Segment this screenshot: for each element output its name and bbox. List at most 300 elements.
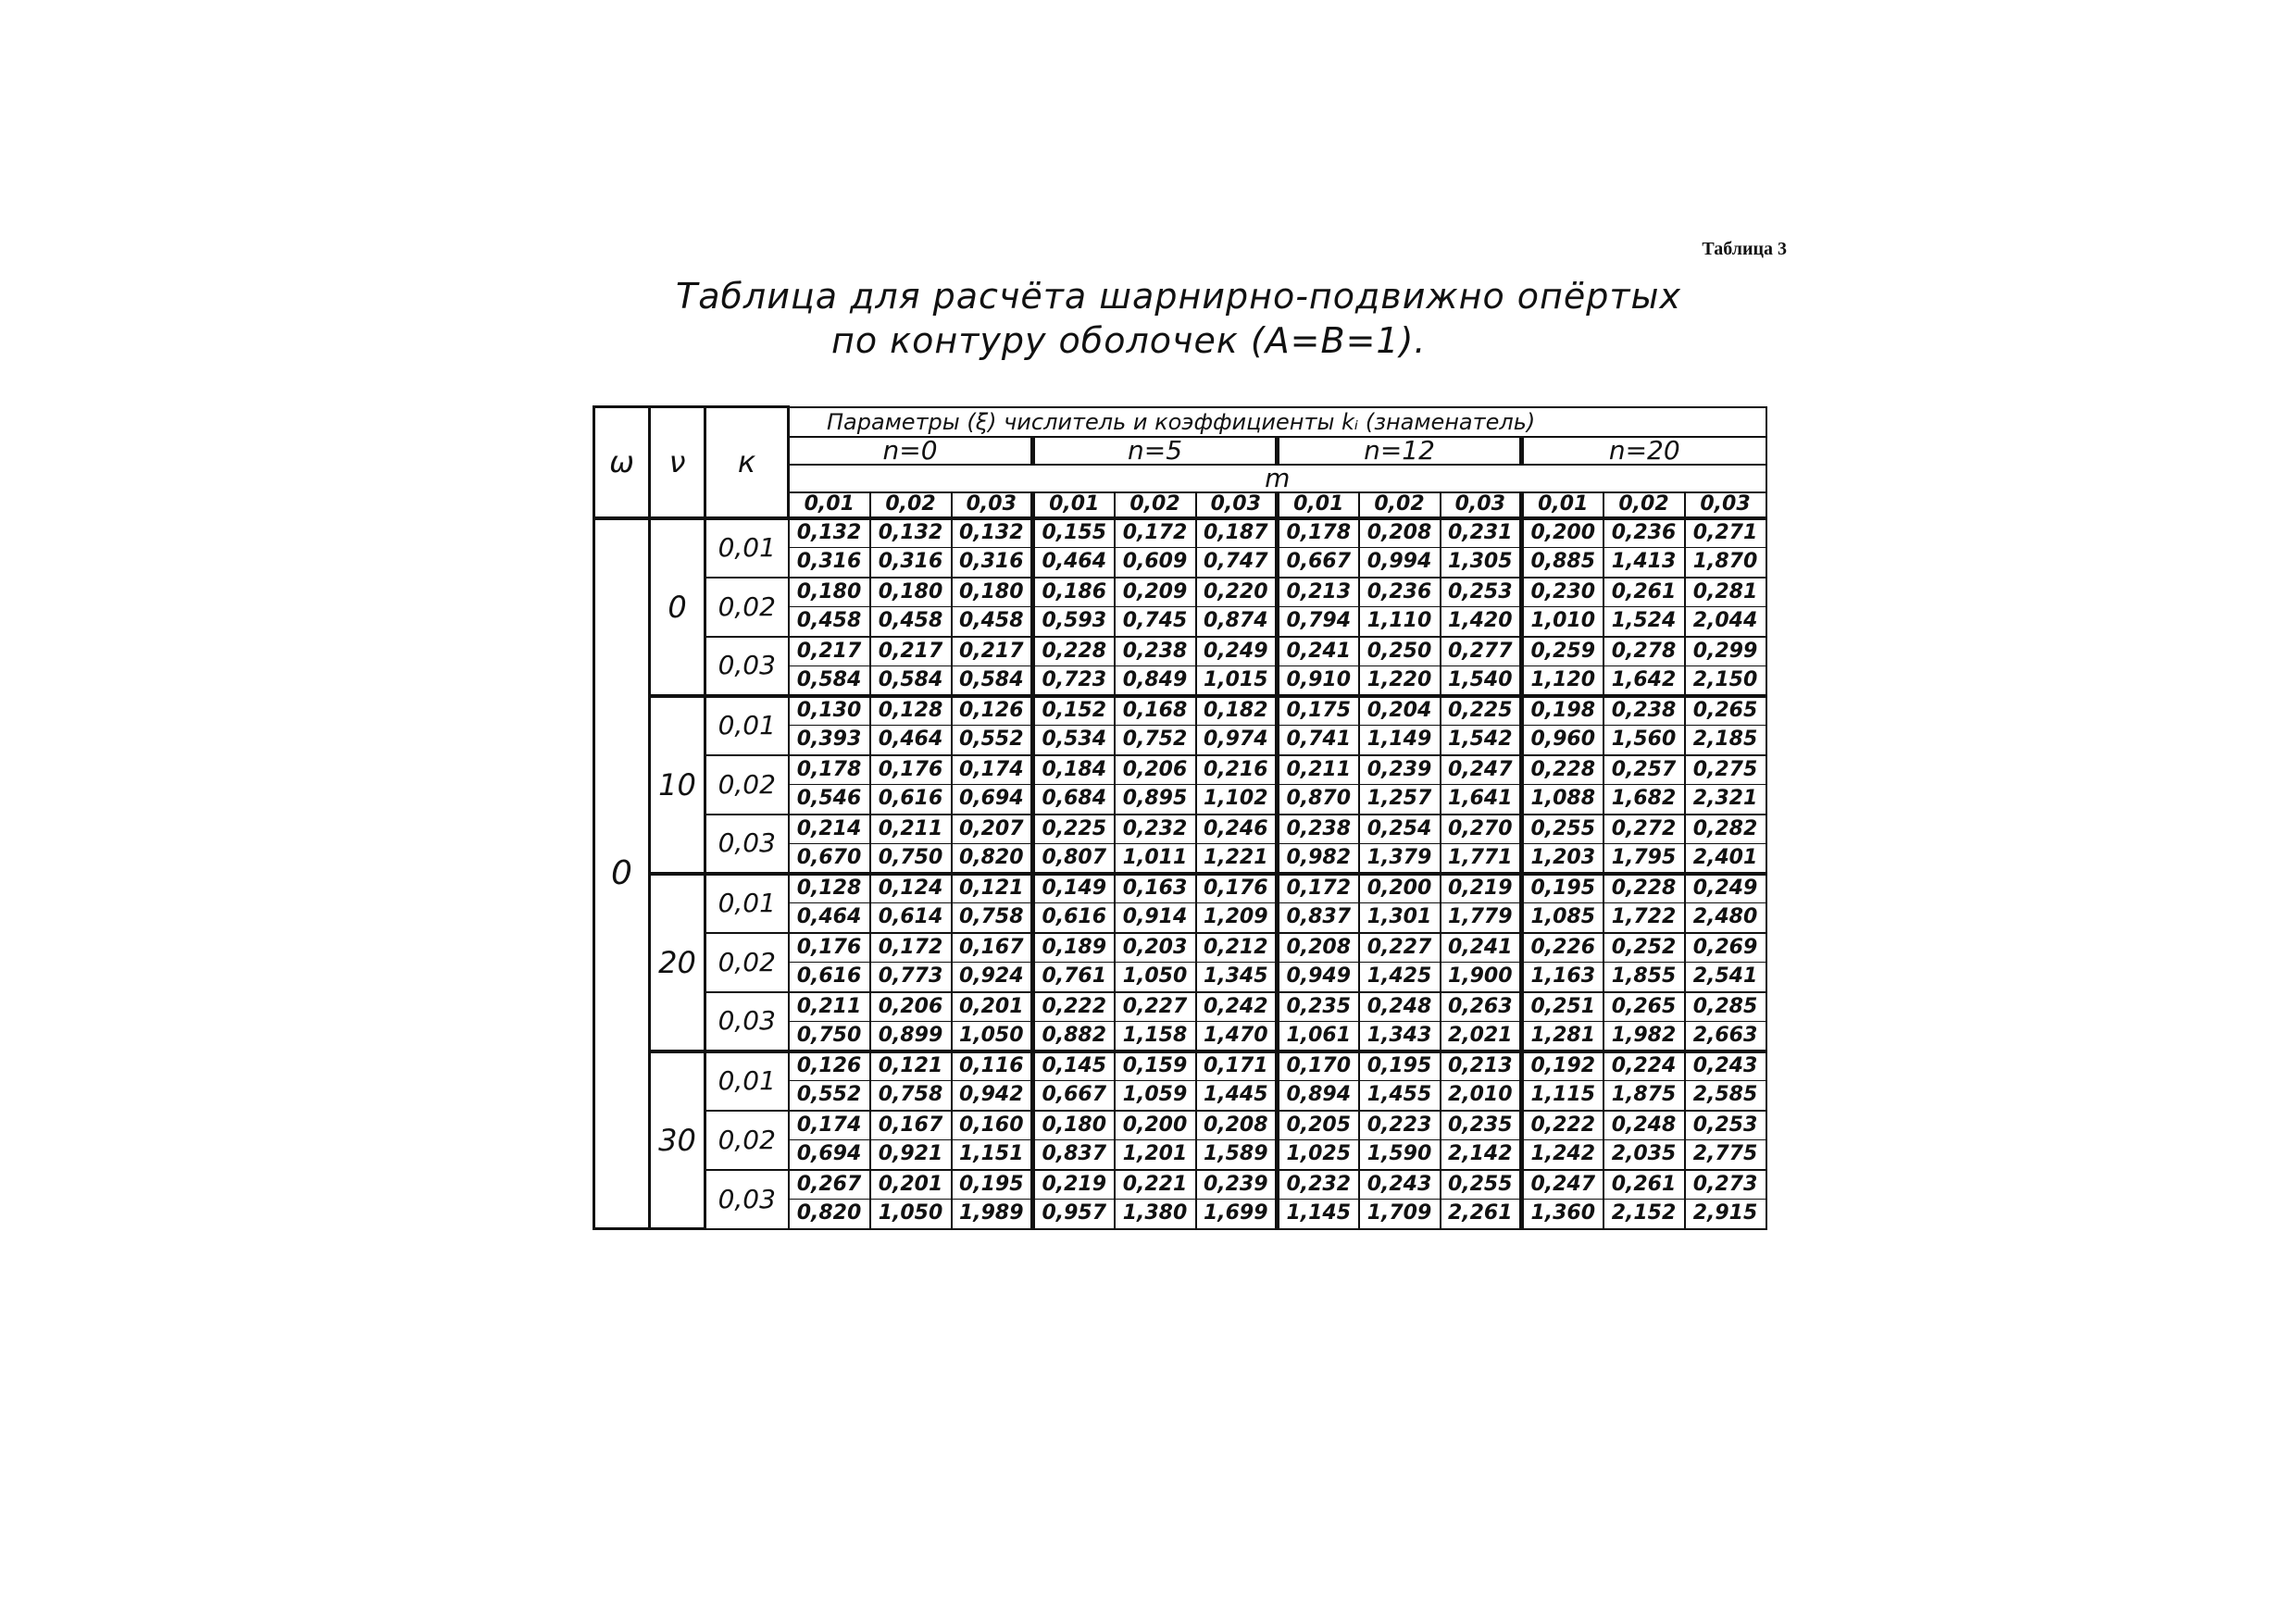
parameter-xi-cell: 0,211 (789, 992, 870, 1022)
coefficient-k-cell: 0,458 (952, 607, 1033, 637)
parameter-xi-cell: 0,231 (1441, 518, 1522, 548)
k-value: 0,02 (705, 755, 789, 815)
parameter-xi-cell: 0,267 (789, 1170, 870, 1200)
header-m-value: 0,01 (789, 492, 870, 518)
parameter-xi-cell: 0,211 (1278, 755, 1359, 785)
parameter-xi-cell: 0,238 (1278, 815, 1359, 844)
nu-value: 20 (650, 874, 705, 1051)
coefficient-k-cell: 1,699 (1196, 1200, 1278, 1229)
coefficient-k-cell: 1,242 (1522, 1140, 1603, 1170)
parameter-xi-cell: 0,271 (1685, 518, 1766, 548)
coefficient-k-cell: 2,261 (1441, 1200, 1522, 1229)
coefficient-k-cell: 2,142 (1441, 1140, 1522, 1170)
coefficient-k-cell: 1,420 (1441, 607, 1522, 637)
coefficient-k-cell: 0,942 (952, 1081, 1033, 1111)
coefficient-k-cell: 0,957 (1033, 1200, 1115, 1229)
coefficient-k-cell: 1,682 (1603, 785, 1685, 815)
parameter-xi-cell: 0,180 (789, 578, 870, 607)
header-omega: ω (594, 407, 650, 518)
parameter-xi-cell: 0,132 (870, 518, 952, 548)
coefficient-k-cell: 2,044 (1685, 607, 1766, 637)
header-parameters: Параметры (ξ) числитель и коэффициенты kᵢ (знаменатель) (789, 407, 1766, 437)
parameter-xi-cell: 0,247 (1522, 1170, 1603, 1200)
coefficient-k-cell: 1,524 (1603, 607, 1685, 637)
k-value: 0,01 (705, 1051, 789, 1111)
coefficient-k-cell: 0,464 (789, 903, 870, 933)
table-row-numerator (594, 1051, 1766, 1081)
parameter-xi-cell: 0,172 (1115, 518, 1196, 548)
parameter-xi-cell: 0,235 (1278, 992, 1359, 1022)
coefficient-k-cell: 1,779 (1441, 903, 1522, 933)
coefficient-k-cell: 2,915 (1685, 1200, 1766, 1229)
header-m-value: 0,02 (1603, 492, 1685, 518)
header-m-value: 0,02 (1359, 492, 1441, 518)
coefficient-k-cell: 2,010 (1441, 1081, 1522, 1111)
coefficient-k-cell: 0,870 (1278, 785, 1359, 815)
parameter-xi-cell: 0,230 (1522, 578, 1603, 607)
parameter-xi-cell: 0,195 (952, 1170, 1033, 1200)
title-line-2: по контуру оболочек (A=B=1). (831, 320, 1427, 361)
coefficient-k-cell: 0,609 (1115, 548, 1196, 578)
coefficient-k-cell: 1,470 (1196, 1022, 1278, 1051)
parameter-xi-cell: 0,168 (1115, 696, 1196, 726)
table-row-numerator (594, 696, 1766, 726)
parameter-xi-cell: 0,299 (1685, 637, 1766, 666)
parameter-xi-cell: 0,209 (1115, 578, 1196, 607)
parameter-xi-cell: 0,253 (1685, 1111, 1766, 1140)
parameter-xi-cell: 0,180 (952, 578, 1033, 607)
parameter-xi-cell: 0,200 (1115, 1111, 1196, 1140)
parameter-xi-cell: 0,174 (952, 755, 1033, 785)
header-n-group: n=0 (789, 437, 1033, 465)
k-value: 0,02 (705, 933, 789, 992)
parameter-xi-cell: 0,261 (1603, 578, 1685, 607)
coefficient-k-cell: 1,151 (952, 1140, 1033, 1170)
coefficient-k-cell: 0,820 (952, 844, 1033, 874)
coefficient-k-cell: 0,552 (952, 726, 1033, 755)
parameter-xi-cell: 0,176 (1196, 874, 1278, 903)
coefficient-k-cell: 1,590 (1359, 1140, 1441, 1170)
coefficient-k-cell: 0,616 (1033, 903, 1115, 933)
coefficient-k-cell: 0,584 (789, 666, 870, 696)
parameter-xi-cell: 0,200 (1522, 518, 1603, 548)
coefficient-k-cell: 1,360 (1522, 1200, 1603, 1229)
coefficient-k-cell: 1,722 (1603, 903, 1685, 933)
coefficient-k-cell: 1,343 (1359, 1022, 1441, 1051)
coefficient-k-cell: 0,694 (952, 785, 1033, 815)
parameter-xi-cell: 0,248 (1359, 992, 1441, 1022)
parameter-xi-cell: 0,204 (1359, 696, 1441, 726)
parameter-xi-cell: 0,145 (1033, 1051, 1115, 1081)
header-m: m (789, 465, 1766, 492)
parameter-xi-cell: 0,232 (1115, 815, 1196, 844)
coefficient-k-cell: 0,584 (870, 666, 952, 696)
parameter-xi-cell: 0,217 (952, 637, 1033, 666)
table-row-numerator (594, 578, 1766, 607)
parameter-xi-cell: 0,250 (1359, 637, 1441, 666)
parameter-xi-cell: 0,174 (789, 1111, 870, 1140)
coefficient-k-cell: 0,616 (789, 963, 870, 992)
coefficient-k-cell: 1,088 (1522, 785, 1603, 815)
table-row-numerator (594, 874, 1766, 903)
coefficient-k-cell: 1,281 (1522, 1022, 1603, 1051)
data-table (593, 405, 1767, 1230)
coefficient-k-cell: 1,982 (1603, 1022, 1685, 1051)
parameter-xi-cell: 0,132 (789, 518, 870, 548)
parameter-xi-cell: 0,222 (1033, 992, 1115, 1022)
parameter-xi-cell: 0,257 (1603, 755, 1685, 785)
k-value: 0,01 (705, 518, 789, 578)
coefficient-k-cell: 1,542 (1441, 726, 1522, 755)
coefficient-k-cell: 2,480 (1685, 903, 1766, 933)
k-value: 0,03 (705, 815, 789, 874)
coefficient-k-cell: 1,795 (1603, 844, 1685, 874)
parameter-xi-cell: 0,243 (1685, 1051, 1766, 1081)
parameter-xi-cell: 0,227 (1359, 933, 1441, 963)
coefficient-k-cell: 0,820 (789, 1200, 870, 1229)
coefficient-k-cell: 1,050 (1115, 963, 1196, 992)
parameter-xi-cell: 0,189 (1033, 933, 1115, 963)
coefficient-k-cell: 0,584 (952, 666, 1033, 696)
parameter-xi-cell: 0,195 (1522, 874, 1603, 903)
parameter-xi-cell: 0,201 (870, 1170, 952, 1200)
table-row-numerator (594, 637, 1766, 666)
coefficient-k-cell: 0,894 (1278, 1081, 1359, 1111)
parameter-xi-cell: 0,228 (1033, 637, 1115, 666)
coefficient-k-cell: 0,684 (1033, 785, 1115, 815)
k-value: 0,02 (705, 578, 789, 637)
coefficient-k-cell: 2,035 (1603, 1140, 1685, 1170)
parameter-xi-cell: 0,248 (1603, 1111, 1685, 1140)
coefficient-k-cell: 1,110 (1359, 607, 1441, 637)
coefficient-k-cell: 0,794 (1278, 607, 1359, 637)
parameter-xi-cell: 0,180 (1033, 1111, 1115, 1140)
coefficient-k-cell: 1,149 (1359, 726, 1441, 755)
parameter-xi-cell: 0,273 (1685, 1170, 1766, 1200)
parameter-xi-cell: 0,227 (1115, 992, 1196, 1022)
parameter-xi-cell: 0,220 (1196, 578, 1278, 607)
parameter-xi-cell: 0,160 (952, 1111, 1033, 1140)
parameter-xi-cell: 0,285 (1685, 992, 1766, 1022)
parameter-xi-cell: 0,225 (1441, 696, 1522, 726)
header-m-value: 0,03 (1441, 492, 1522, 518)
parameter-xi-cell: 0,212 (1196, 933, 1278, 963)
parameter-xi-cell: 0,206 (1115, 755, 1196, 785)
k-value: 0,01 (705, 696, 789, 755)
coefficient-k-cell: 0,885 (1522, 548, 1603, 578)
coefficient-k-cell: 1,220 (1359, 666, 1441, 696)
coefficient-k-cell: 0,316 (870, 548, 952, 578)
parameter-xi-cell: 0,236 (1359, 578, 1441, 607)
parameter-xi-cell: 0,178 (789, 755, 870, 785)
parameter-xi-cell: 0,253 (1441, 578, 1522, 607)
parameter-xi-cell: 0,219 (1441, 874, 1522, 903)
parameter-xi-cell: 0,223 (1359, 1111, 1441, 1140)
parameter-xi-cell: 0,238 (1603, 696, 1685, 726)
coefficient-k-cell: 0,807 (1033, 844, 1115, 874)
coefficient-k-cell: 1,102 (1196, 785, 1278, 815)
parameter-xi-cell: 0,121 (870, 1051, 952, 1081)
parameter-xi-cell: 0,187 (1196, 518, 1278, 548)
parameter-xi-cell: 0,132 (952, 518, 1033, 548)
coefficient-k-cell: 1,345 (1196, 963, 1278, 992)
parameter-xi-cell: 0,167 (952, 933, 1033, 963)
table-row-numerator (594, 815, 1766, 844)
parameter-xi-cell: 0,198 (1522, 696, 1603, 726)
coefficient-k-cell: 2,185 (1685, 726, 1766, 755)
coefficient-k-cell: 0,910 (1278, 666, 1359, 696)
coefficient-k-cell: 0,960 (1522, 726, 1603, 755)
coefficient-k-cell: 1,050 (952, 1022, 1033, 1051)
coefficient-k-cell: 0,750 (870, 844, 952, 874)
coefficient-k-cell: 1,540 (1441, 666, 1522, 696)
parameter-xi-cell: 0,207 (952, 815, 1033, 844)
k-value: 0,02 (705, 1111, 789, 1170)
header-m-value: 0,03 (1685, 492, 1766, 518)
parameter-xi-cell: 0,228 (1603, 874, 1685, 903)
parameter-xi-cell: 0,200 (1359, 874, 1441, 903)
coefficient-k-cell: 0,849 (1115, 666, 1196, 696)
parameter-xi-cell: 0,242 (1196, 992, 1278, 1022)
k-value: 0,03 (705, 637, 789, 696)
coefficient-k-cell: 1,709 (1359, 1200, 1441, 1229)
k-value: 0,01 (705, 874, 789, 933)
parameter-xi-cell: 0,192 (1522, 1051, 1603, 1081)
parameter-xi-cell: 0,236 (1603, 518, 1685, 548)
parameter-xi-cell: 0,211 (870, 815, 952, 844)
table-row-numerator (594, 933, 1766, 963)
parameter-xi-cell: 0,259 (1522, 637, 1603, 666)
parameter-xi-cell: 0,275 (1685, 755, 1766, 785)
coefficient-k-cell: 2,585 (1685, 1081, 1766, 1111)
parameter-xi-cell: 0,239 (1359, 755, 1441, 785)
coefficient-k-cell: 2,150 (1685, 666, 1766, 696)
parameter-xi-cell: 0,124 (870, 874, 952, 903)
parameter-xi-cell: 0,228 (1522, 755, 1603, 785)
coefficient-k-cell: 1,642 (1603, 666, 1685, 696)
header-m-value: 0,01 (1522, 492, 1603, 518)
parameter-xi-cell: 0,176 (870, 755, 952, 785)
header-m-value: 0,02 (1115, 492, 1196, 518)
parameter-xi-cell: 0,195 (1359, 1051, 1441, 1081)
parameter-xi-cell: 0,180 (870, 578, 952, 607)
coefficient-k-cell: 0,874 (1196, 607, 1278, 637)
coefficient-k-cell: 0,667 (1278, 548, 1359, 578)
parameter-xi-cell: 0,247 (1441, 755, 1522, 785)
coefficient-k-cell: 0,750 (789, 1022, 870, 1051)
coefficient-k-cell: 0,458 (789, 607, 870, 637)
parameter-xi-cell: 0,239 (1196, 1170, 1278, 1200)
parameter-xi-cell: 0,232 (1278, 1170, 1359, 1200)
coefficient-k-cell: 1,305 (1441, 548, 1522, 578)
parameter-xi-cell: 0,278 (1603, 637, 1685, 666)
coefficient-k-cell: 1,203 (1522, 844, 1603, 874)
coefficient-k-cell: 1,201 (1115, 1140, 1196, 1170)
parameter-xi-cell: 0,128 (870, 696, 952, 726)
parameter-xi-cell: 0,128 (789, 874, 870, 903)
parameter-xi-cell: 0,243 (1359, 1170, 1441, 1200)
coefficient-k-cell: 0,837 (1278, 903, 1359, 933)
coefficient-k-cell: 0,316 (789, 548, 870, 578)
parameter-xi-cell: 0,214 (789, 815, 870, 844)
header-m-value: 0,01 (1278, 492, 1359, 518)
parameter-xi-cell: 0,178 (1278, 518, 1359, 548)
coefficient-k-cell: 1,120 (1522, 666, 1603, 696)
coefficient-k-cell: 2,321 (1685, 785, 1766, 815)
parameter-xi-cell: 0,186 (1033, 578, 1115, 607)
nu-value: 30 (650, 1051, 705, 1229)
parameter-xi-cell: 0,171 (1196, 1051, 1278, 1081)
coefficient-k-cell: 1,059 (1115, 1081, 1196, 1111)
coefficient-k-cell: 0,974 (1196, 726, 1278, 755)
coefficient-k-cell: 0,924 (952, 963, 1033, 992)
nu-value: 0 (650, 518, 705, 696)
coefficient-k-cell: 0,723 (1033, 666, 1115, 696)
parameter-xi-cell: 0,208 (1196, 1111, 1278, 1140)
header-k: к (705, 407, 789, 518)
parameter-xi-cell: 0,206 (870, 992, 952, 1022)
parameter-xi-cell: 0,249 (1196, 637, 1278, 666)
parameter-xi-cell: 0,149 (1033, 874, 1115, 903)
coefficient-k-cell: 0,761 (1033, 963, 1115, 992)
title-line-1: Таблица для расчёта шарнирно-подвижно опёртых (676, 276, 1682, 317)
parameter-xi-cell: 0,224 (1603, 1051, 1685, 1081)
parameter-xi-cell: 0,176 (789, 933, 870, 963)
header-m-value: 0,01 (1033, 492, 1115, 518)
coefficient-k-cell: 1,900 (1441, 963, 1522, 992)
coefficient-k-cell: 0,758 (870, 1081, 952, 1111)
parameter-xi-cell: 0,217 (870, 637, 952, 666)
coefficient-k-cell: 0,747 (1196, 548, 1278, 578)
header-m-value: 0,03 (952, 492, 1033, 518)
coefficient-k-cell: 1,221 (1196, 844, 1278, 874)
parameter-xi-cell: 0,172 (1278, 874, 1359, 903)
table-row-numerator (594, 992, 1766, 1022)
coefficient-k-cell: 1,158 (1115, 1022, 1196, 1051)
parameter-xi-cell: 0,213 (1441, 1051, 1522, 1081)
coefficient-k-cell: 0,752 (1115, 726, 1196, 755)
coefficient-k-cell: 1,115 (1522, 1081, 1603, 1111)
parameter-xi-cell: 0,221 (1115, 1170, 1196, 1200)
coefficient-k-cell: 1,855 (1603, 963, 1685, 992)
coefficient-k-cell: 1,641 (1441, 785, 1522, 815)
coefficient-k-cell: 1,257 (1359, 785, 1441, 815)
coefficient-k-cell: 1,145 (1278, 1200, 1359, 1229)
parameter-xi-cell: 0,249 (1685, 874, 1766, 903)
parameter-xi-cell: 0,170 (1278, 1051, 1359, 1081)
coefficient-k-cell: 0,546 (789, 785, 870, 815)
coefficient-k-cell: 0,593 (1033, 607, 1115, 637)
parameter-xi-cell: 0,116 (952, 1051, 1033, 1081)
parameter-xi-cell: 0,201 (952, 992, 1033, 1022)
coefficient-k-cell: 0,616 (870, 785, 952, 815)
parameter-xi-cell: 0,226 (1522, 933, 1603, 963)
coefficient-k-cell: 0,895 (1115, 785, 1196, 815)
parameter-xi-cell: 0,126 (952, 696, 1033, 726)
k-value: 0,03 (705, 1170, 789, 1229)
table-row-numerator (594, 1111, 1766, 1140)
coefficient-k-cell: 1,413 (1603, 548, 1685, 578)
header-n-group: n=12 (1278, 437, 1522, 465)
coefficient-k-cell: 0,914 (1115, 903, 1196, 933)
coefficient-k-cell: 0,670 (789, 844, 870, 874)
coefficient-k-cell: 1,425 (1359, 963, 1441, 992)
coefficient-k-cell: 0,949 (1278, 963, 1359, 992)
parameter-xi-cell: 0,265 (1603, 992, 1685, 1022)
parameter-xi-cell: 0,261 (1603, 1170, 1685, 1200)
coefficient-k-cell: 2,152 (1603, 1200, 1685, 1229)
parameter-xi-cell: 0,255 (1522, 815, 1603, 844)
parameter-xi-cell: 0,254 (1359, 815, 1441, 844)
parameter-xi-cell: 0,272 (1603, 815, 1685, 844)
parameter-xi-cell: 0,184 (1033, 755, 1115, 785)
parameter-xi-cell: 0,263 (1441, 992, 1522, 1022)
coefficient-k-cell: 1,061 (1278, 1022, 1359, 1051)
parameter-xi-cell: 0,203 (1115, 933, 1196, 963)
coefficient-k-cell: 0,837 (1033, 1140, 1115, 1170)
parameter-xi-cell: 0,235 (1441, 1111, 1522, 1140)
parameter-xi-cell: 0,251 (1522, 992, 1603, 1022)
coefficient-k-cell: 1,455 (1359, 1081, 1441, 1111)
parameter-xi-cell: 0,255 (1441, 1170, 1522, 1200)
coefficient-k-cell: 0,464 (1033, 548, 1115, 578)
header-m-value: 0,03 (1196, 492, 1278, 518)
parameter-xi-cell: 0,167 (870, 1111, 952, 1140)
coefficient-k-cell: 1,010 (1522, 607, 1603, 637)
table-number-label: Таблица 3 (1702, 239, 1787, 259)
coefficient-k-cell: 0,882 (1033, 1022, 1115, 1051)
coefficient-k-cell: 0,458 (870, 607, 952, 637)
coefficient-k-cell: 1,875 (1603, 1081, 1685, 1111)
coefficient-k-cell: 2,021 (1441, 1022, 1522, 1051)
parameter-xi-cell: 0,217 (789, 637, 870, 666)
parameter-xi-cell: 0,208 (1278, 933, 1359, 963)
parameter-xi-cell: 0,130 (789, 696, 870, 726)
coefficient-k-cell: 0,614 (870, 903, 952, 933)
parameter-xi-cell: 0,241 (1278, 637, 1359, 666)
coefficient-k-cell: 0,534 (1033, 726, 1115, 755)
coefficient-k-cell: 0,667 (1033, 1081, 1115, 1111)
parameter-xi-cell: 0,182 (1196, 696, 1278, 726)
coefficient-k-cell: 1,771 (1441, 844, 1522, 874)
coefficient-k-cell: 0,899 (870, 1022, 952, 1051)
coefficient-k-cell: 2,663 (1685, 1022, 1766, 1051)
header-n-group: n=20 (1522, 437, 1766, 465)
coefficient-k-cell: 1,163 (1522, 963, 1603, 992)
coefficient-k-cell: 0,464 (870, 726, 952, 755)
table-row-numerator (594, 1170, 1766, 1200)
coefficient-k-cell: 1,025 (1278, 1140, 1359, 1170)
coefficient-k-cell: 1,015 (1196, 666, 1278, 696)
coefficient-k-cell: 1,085 (1522, 903, 1603, 933)
coefficient-k-cell: 1,560 (1603, 726, 1685, 755)
coefficient-k-cell: 0,773 (870, 963, 952, 992)
parameter-xi-cell: 0,269 (1685, 933, 1766, 963)
coefficient-k-cell: 0,552 (789, 1081, 870, 1111)
parameter-xi-cell: 0,219 (1033, 1170, 1115, 1200)
parameter-xi-cell: 0,281 (1685, 578, 1766, 607)
coefficient-k-cell: 0,694 (789, 1140, 870, 1170)
coefficient-k-cell: 1,589 (1196, 1140, 1278, 1170)
parameter-xi-cell: 0,159 (1115, 1051, 1196, 1081)
parameter-xi-cell: 0,163 (1115, 874, 1196, 903)
header-m-value: 0,02 (870, 492, 952, 518)
coefficient-k-cell: 2,775 (1685, 1140, 1766, 1170)
parameter-xi-cell: 0,205 (1278, 1111, 1359, 1140)
coefficient-k-cell: 1,301 (1359, 903, 1441, 933)
coefficient-k-cell: 1,870 (1685, 548, 1766, 578)
parameter-xi-cell: 0,172 (870, 933, 952, 963)
